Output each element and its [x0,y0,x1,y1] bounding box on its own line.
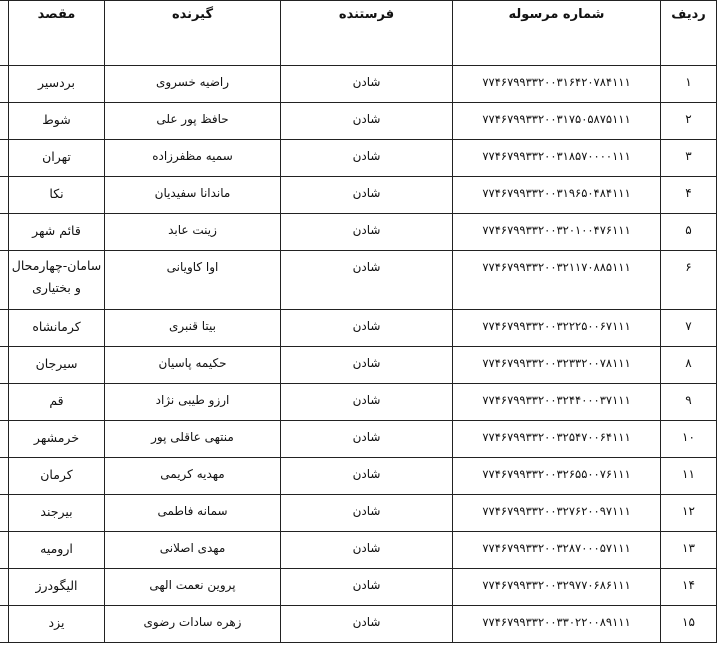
clipped-cell [0,177,9,214]
table-row [0,251,717,310]
recipient: بیتا قنبری [105,310,281,347]
table-row [0,140,717,177]
row-number: ۱۲ [661,495,717,532]
tracking-number: ۷۷۴۶۷۹۹۳۳۲۰۰۳۲۴۴۰۰۰۳۷۱۱۱ [453,384,661,421]
destination: ارومیه [9,532,105,569]
sender: شادن [281,421,453,458]
row-number: ۱۴ [661,569,717,606]
table-row [0,495,717,532]
table-row [0,347,717,384]
row-number: ۶ [661,251,717,310]
clipped-cell [0,569,9,606]
clipped-cell [0,495,9,532]
header-sender: فرستنده [281,1,453,66]
recipient: مهدیه کریمی [105,458,281,495]
table-row [0,177,717,214]
row-number: ۱۰ [661,421,717,458]
sender: شادن [281,347,453,384]
clipped-cell [0,384,9,421]
recipient: زینت عابد [105,214,281,251]
clipped-cell [0,140,9,177]
tracking-number: ۷۷۴۶۷۹۹۳۳۲۰۰۳۲۱۱۷۰۸۸۵۱۱۱ [453,251,661,310]
destination: بردسیر [9,66,105,103]
tracking-number: ۷۷۴۶۷۹۹۳۳۲۰۰۳۲۹۷۷۰۶۸۶۱۱۱ [453,569,661,606]
clipped-cell [0,458,9,495]
clipped-cell [0,532,9,569]
row-number: ۱ [661,66,717,103]
sender: شادن [281,458,453,495]
recipient: حافظ پور علی [105,103,281,140]
header-clipped-column [0,1,9,66]
row-number: ۱۳ [661,532,717,569]
recipient: مهدی اصلانی [105,532,281,569]
row-number: ۷ [661,310,717,347]
tracking-number: ۷۷۴۶۷۹۹۳۳۲۰۰۳۲۷۶۲۰۰۹۷۱۱۱ [453,495,661,532]
clipped-cell [0,103,9,140]
table-row [0,103,717,140]
tracking-number: ۷۷۴۶۷۹۹۳۳۲۰۰۳۱۶۴۲۰۷۸۴۱۱۱ [453,66,661,103]
recipient: ارزو طیبی نژاد [105,384,281,421]
clipped-cell [0,421,9,458]
tracking-number: ۷۷۴۶۷۹۹۳۳۲۰۰۳۲۲۲۵۰۰۶۷۱۱۱ [453,310,661,347]
sender: شادن [281,177,453,214]
destination: سامان-چهارمحال و بختیاری [9,251,105,310]
table-row [0,384,717,421]
header-destination: مقصد [9,1,105,66]
destination: الیگودرز [9,569,105,606]
table-row [0,310,717,347]
clipped-cell [0,251,9,310]
row-number: ۱۵ [661,606,717,643]
destination: شوط [9,103,105,140]
tracking-number: ۷۷۴۶۷۹۹۳۳۲۰۰۳۳۰۲۲۰۰۸۹۱۱۱ [453,606,661,643]
sender: شادن [281,569,453,606]
recipient: سمانه فاطمی [105,495,281,532]
clipped-cell [0,66,9,103]
row-number: ۱۱ [661,458,717,495]
table-row [0,214,717,251]
destination: قائم شهر [9,214,105,251]
clipped-cell [0,310,9,347]
row-number: ۸ [661,347,717,384]
tracking-number: ۷۷۴۶۷۹۹۳۳۲۰۰۳۲۶۵۵۰۰۷۶۱۱۱ [453,458,661,495]
recipient: منتهی عاقلی پور [105,421,281,458]
row-number: ۲ [661,103,717,140]
tracking-number: ۷۷۴۶۷۹۹۳۳۲۰۰۳۲۸۷۰۰۰۵۷۱۱۱ [453,532,661,569]
destination: بیرجند [9,495,105,532]
tracking-number: ۷۷۴۶۷۹۹۳۳۲۰۰۳۱۷۵۰۵۸۷۵۱۱۱ [453,103,661,140]
sender: شادن [281,66,453,103]
clipped-cell [0,347,9,384]
header-recipient: گیرنده [105,1,281,66]
sender: شادن [281,214,453,251]
tracking-number: ۷۷۴۶۷۹۹۳۳۲۰۰۳۲۳۳۲۰۰۷۸۱۱۱ [453,347,661,384]
row-number: ۵ [661,214,717,251]
table-row [0,66,717,103]
sender: شادن [281,532,453,569]
recipient: زهره سادات رضوی [105,606,281,643]
tracking-number: ۷۷۴۶۷۹۹۳۳۲۰۰۳۲۰۱۰۰۴۷۶۱۱۱ [453,214,661,251]
sender: شادن [281,103,453,140]
sender: شادن [281,251,453,310]
header-row-number: ردیف [661,1,717,66]
destination: قم [9,384,105,421]
table-header-row [0,1,717,66]
clipped-cell [0,606,9,643]
header-tracking-number: شماره مرسوله [453,1,661,66]
destination: خرمشهر [9,421,105,458]
sender: شادن [281,606,453,643]
recipient: ماندانا سفیدیان [105,177,281,214]
destination: سیرجان [9,347,105,384]
recipient: پروین نعمت الهی [105,569,281,606]
recipient: سمیه مظفرزاده [105,140,281,177]
table-row [0,421,717,458]
sender: شادن [281,384,453,421]
tracking-number: ۷۷۴۶۷۹۹۳۳۲۰۰۳۱۸۵۷۰۰۰۰۱۱۱ [453,140,661,177]
row-number: ۴ [661,177,717,214]
table-row [0,532,717,569]
sender: شادن [281,310,453,347]
sender: شادن [281,140,453,177]
clipped-cell [0,214,9,251]
recipient: راضیه خسروی [105,66,281,103]
row-number: ۹ [661,384,717,421]
row-number: ۳ [661,140,717,177]
destination: کرمانشاه [9,310,105,347]
recipient: اوا کاویانی [105,251,281,310]
tracking-number: ۷۷۴۶۷۹۹۳۳۲۰۰۳۱۹۶۵۰۴۸۴۱۱۱ [453,177,661,214]
destination: کرمان [9,458,105,495]
sender: شادن [281,495,453,532]
table-row [0,458,717,495]
table-body [0,66,717,643]
destination: یزد [9,606,105,643]
table-row [0,606,717,643]
table-row [0,569,717,606]
destination: تهران [9,140,105,177]
recipient: حکیمه پاسیان [105,347,281,384]
tracking-number: ۷۷۴۶۷۹۹۳۳۲۰۰۳۲۵۴۷۰۰۶۴۱۱۱ [453,421,661,458]
destination: نکا [9,177,105,214]
